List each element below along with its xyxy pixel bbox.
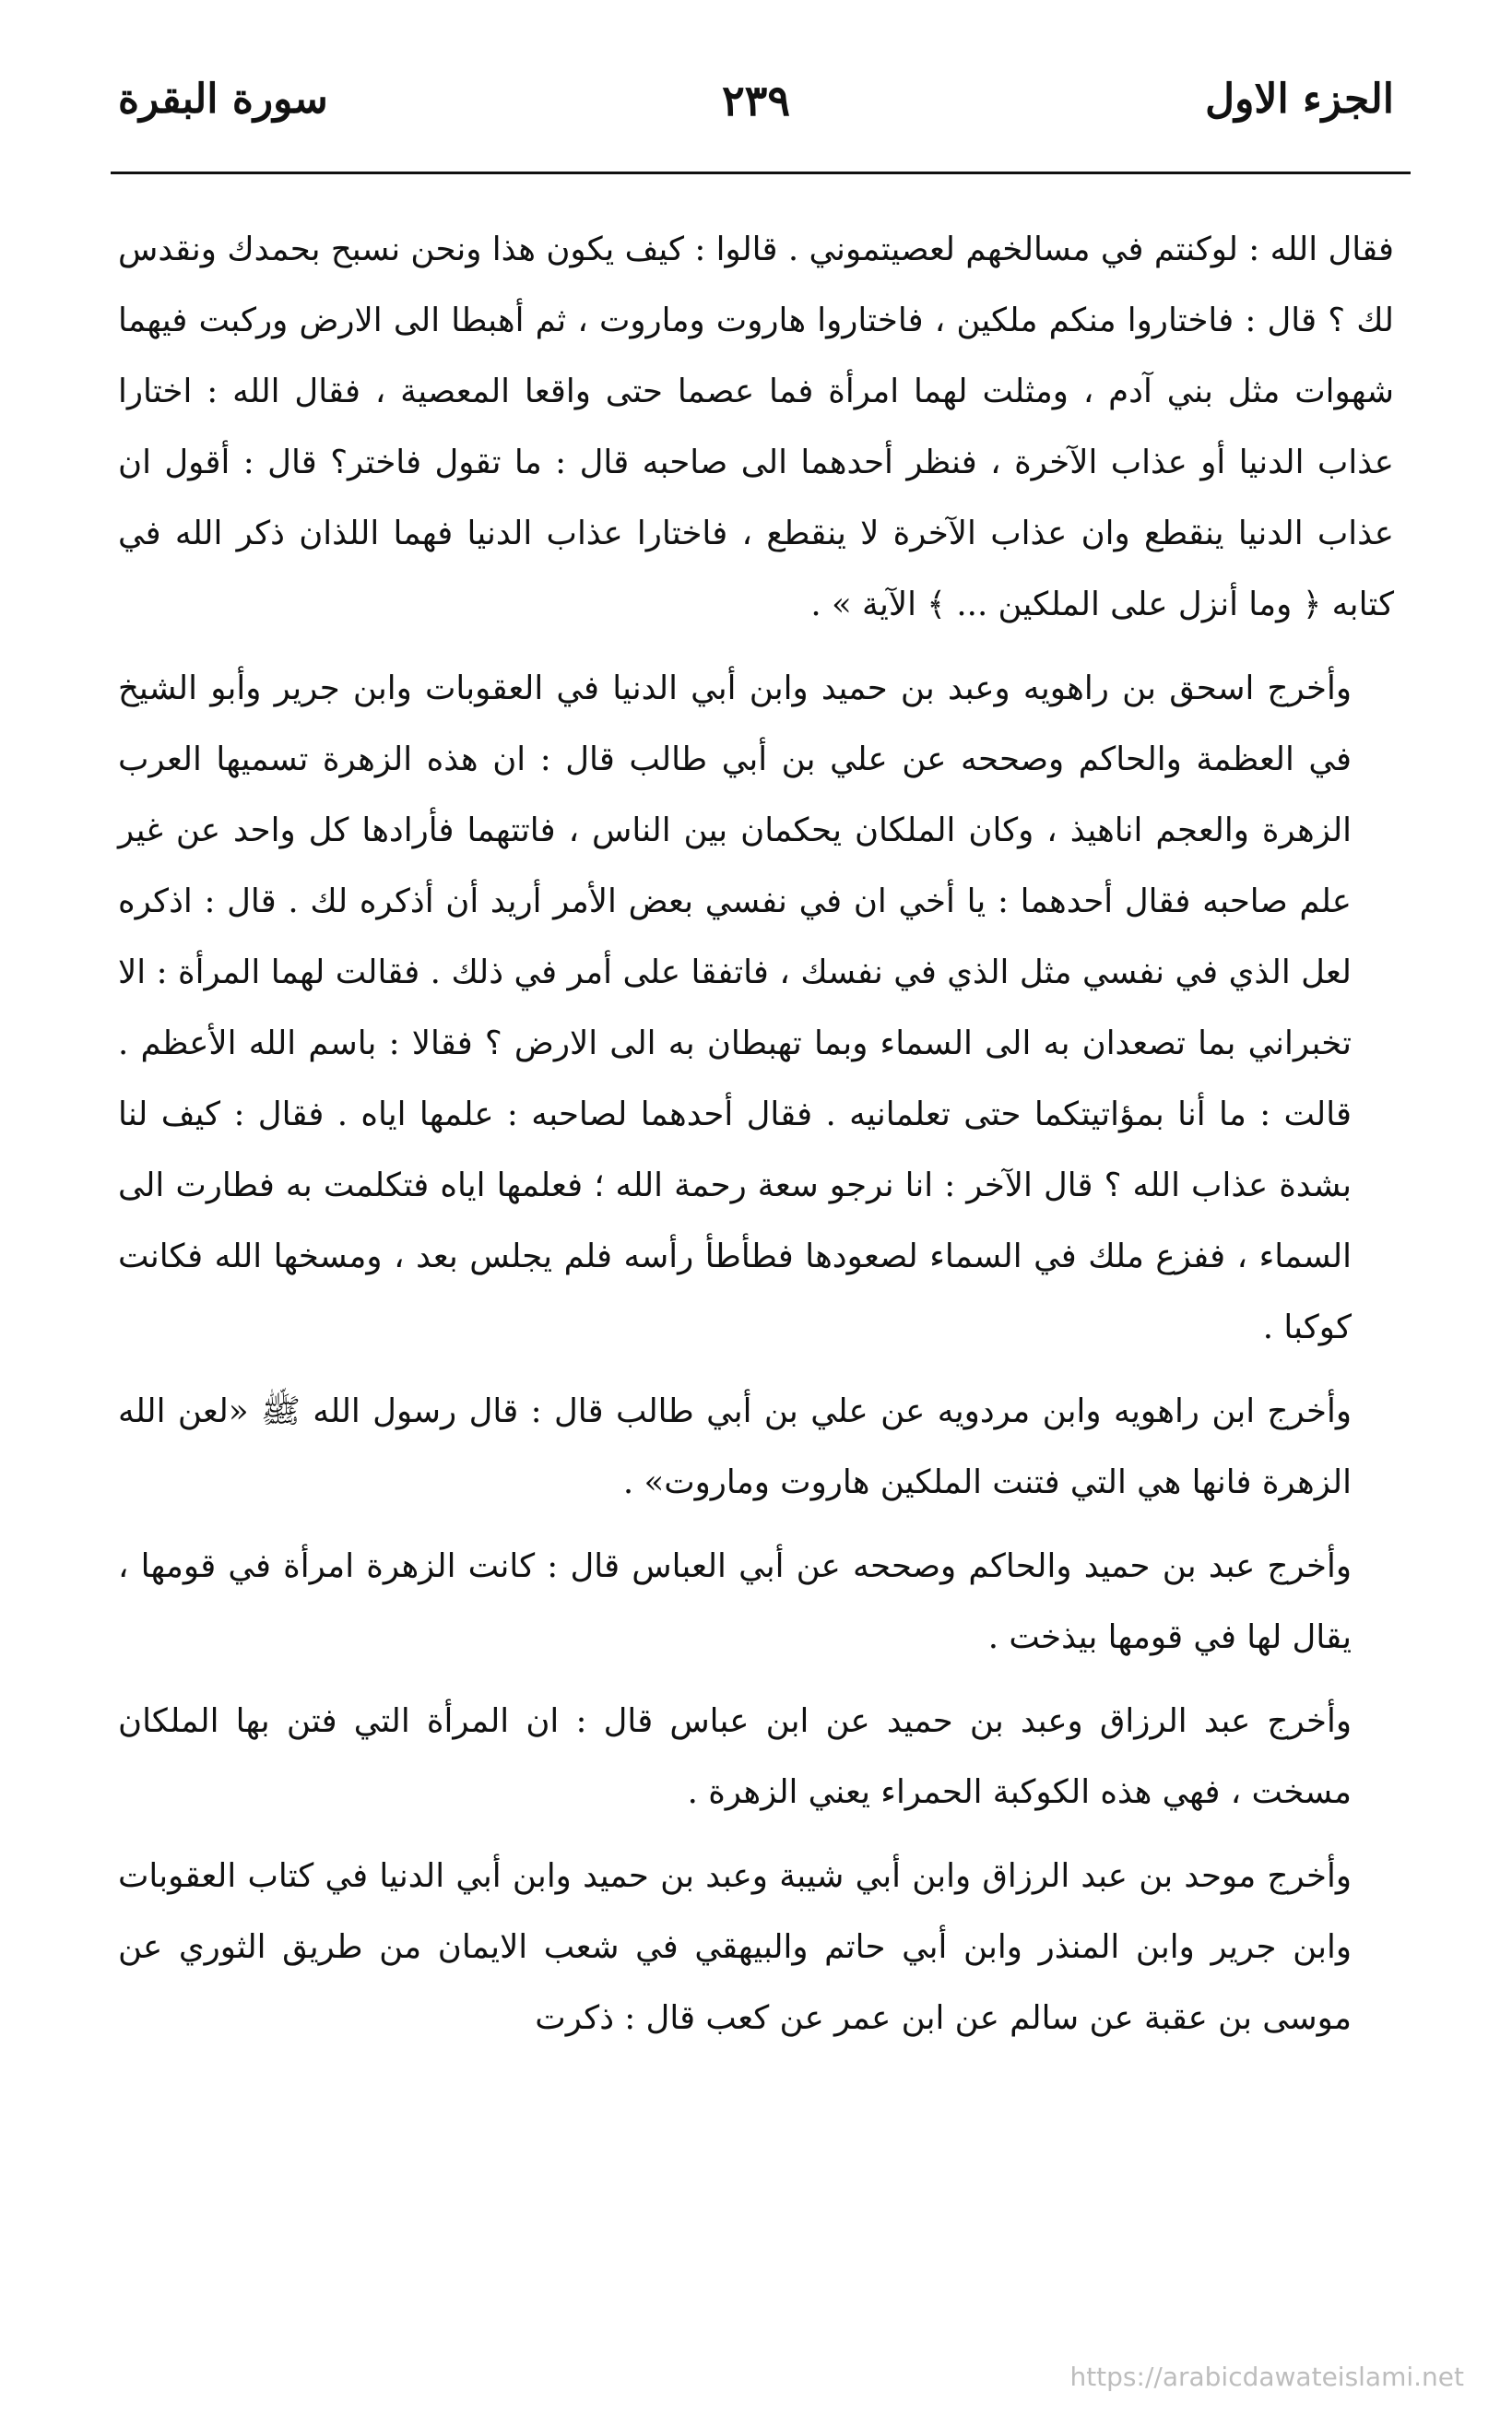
surah-title: سورة البقرة: [118, 76, 328, 123]
paragraph: وأخرج موحد بن عبد الرزاق وابن أبي شيبة وعبد بن حميد وابن أبي الدنيا في كتاب العقوبات وابن جرير وابن المنذر وابن أبي حاتم والبيهقي في شعب الايمان من طريق الثوري عن موسى بن عقبة عن سالم عن ابن عمر عن كعب قال : ذكرت: [118, 1857, 1352, 2037]
body-text: [118, 214, 1394, 2067]
page-number: ٢٣٩: [721, 76, 791, 125]
paragraph: وأخرج ابن راهويه وابن مردويه عن علي بن أبي طالب قال : قال رسول الله ﷺ «لعن الله الزهرة فانها هي التي فتنت الملكين هاروت وماروت» .: [118, 1392, 1352, 1501]
part-title: الجزء الاول: [1205, 76, 1394, 123]
paragraph: وأخرج عبد الرزاق وعبد بن حميد عن ابن عباس قال : ان المرأة التي فتن بها الملكان مسخت ، فهي هذه الكوكبة الحمراء يعني الزهرة .: [118, 1702, 1352, 1811]
paragraph: وأخرج اسحق بن راهويه وعبد بن حميد وابن أبي الدنيا في العقوبات وابن جرير وأبو الشيخ في العظمة والحاكم وصححه عن علي بن أبي طالب قال : ان هذه الزهرة تسميها العرب الزهرة والعجم اناهيذ ، وكان الملكان يحكمان بين الناس ، فاتتهما فأرادها كل واحد عن غير علم صاحبه فقال أحدهما : يا أخي ان في نفسي بعض الأمر أريد أن أذكره لك . قال : اذكره لعل الذي في نفسي مثل الذي في نفسك ، فاتفقا على أمر في ذلك . فقالت لهما المرأة : الا تخبراني بما تصعدان به الى السماء وبما تهبطان به الى الارض ؟ فقالا : باسم الله الأعظم . قالت : ما أنا بمؤاتيتكما حتى تعلمانيه . فقال أحدهما لصاحبه : علمها اياه . فقال : كيف لنا بشدة عذاب الله ؟ قال الآخر : انا نرجو سعة رحمة الله ؛ فعلمها اياه فتكلمت به فطارت الى السماء ، ففزع ملك في السماء لصعودها فطأطأ رأسه فلم يجلس بعد ، ومسخها الله فكانت كوكبا .: [118, 669, 1352, 1346]
watermark-url: https://arabicdawateislami.net: [1069, 2362, 1464, 2392]
paragraph: وأخرج عبد بن حميد والحاكم وصححه عن أبي العباس قال : كانت الزهرة امرأة في قومها ، يقال لها في قومها بيذخت .: [118, 1547, 1352, 1656]
header-divider: [111, 172, 1411, 174]
paragraph: فقال الله : لوكنتم في مسالخهم لعصيتموني . قالوا : كيف يكون هذا ونحن نسبح بحمدك ونقدس لك ؟ قال : فاختاروا منكم ملكين ، فاختاروا هاروت وماروت ، ثم أهبطا الى الارض وركبت فيهما شهوات مثل بني آدم ، ومثلت لهما امرأة فما عصما حتى واقعا المعصية ، فقال الله : اختارا عذاب الدنيا أو عذاب الآخرة ، فنظر أحدهما الى صاحبه قال : ما تقول فاختر؟ قال : أقول ان عذاب الدنيا ينقطع وان عذاب الآخرة لا ينقطع ، فاختارا عذاب الدنيا فهما اللذان ذكر الله في كتابه ﴿ وما أنزل على الملكين ... ﴾ الآية » .: [118, 231, 1394, 623]
page-header: [118, 76, 1394, 149]
